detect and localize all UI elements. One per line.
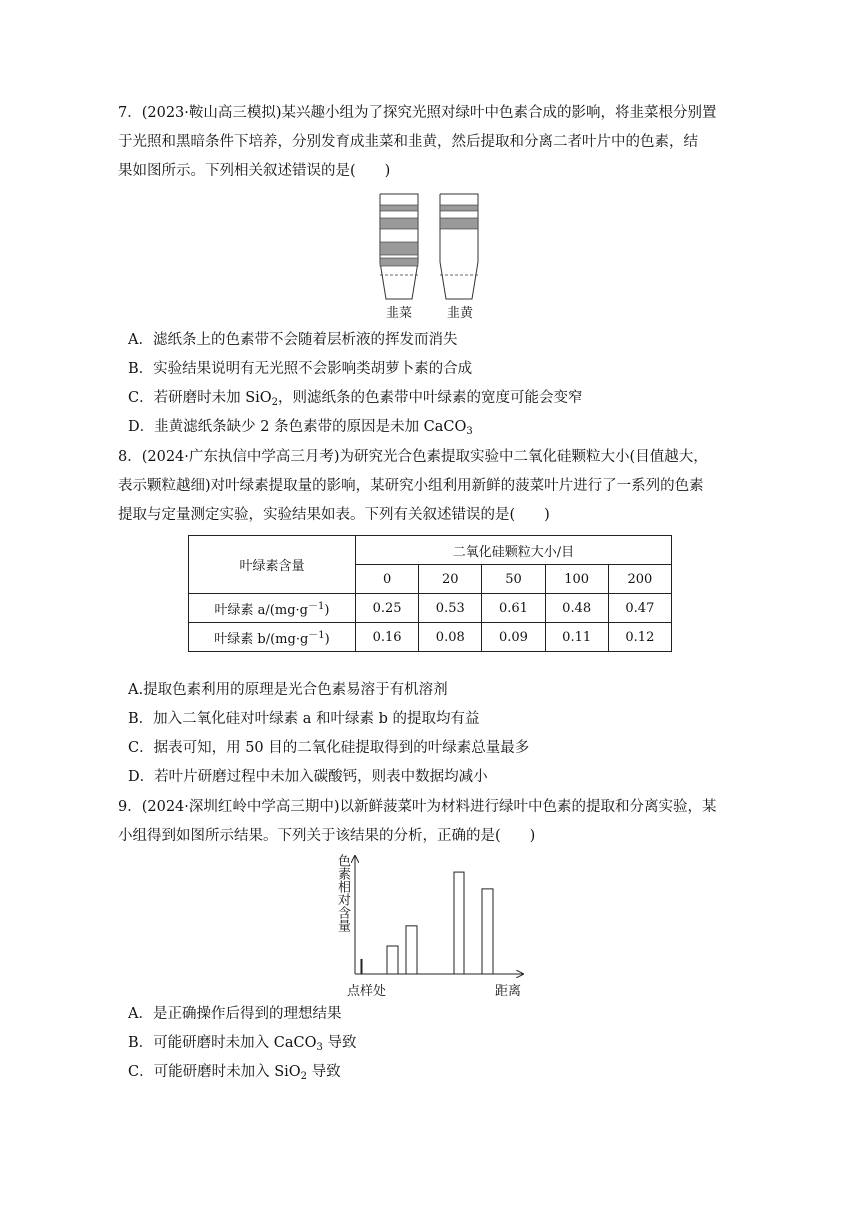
table-col-header: 20: [419, 565, 482, 594]
table-row: [189, 594, 672, 623]
q8-option-c[interactable]: C．据表可知，用 50 目的二氧化硅提取得到的叶绿素总量最多: [128, 740, 530, 756]
chlorophyll-table: [188, 535, 672, 652]
y-axis-label: 色素相对含量: [335, 854, 350, 932]
table-header-row: [189, 536, 672, 565]
row-label-chlorophyll-b: [189, 623, 356, 652]
table-cell: 0.09: [482, 623, 545, 652]
bar-chart-svg: [325, 850, 530, 980]
table-cell: 0.25: [356, 594, 419, 623]
band-4: [380, 258, 418, 266]
label-jiucai: 韭菜: [386, 306, 413, 321]
table-group-header: 二氧化硅颗粒大小/目: [356, 536, 672, 565]
table-cell: 0.12: [608, 623, 671, 652]
strip-jiucai: [380, 194, 418, 299]
table-col-header: 200: [608, 565, 671, 594]
q7-option-d-sub: 3: [466, 426, 473, 437]
chromatography-figure: [372, 192, 492, 321]
q8-stem-line-3: 提取与定量测定实验，实验结果如表。下列有关叙述错误的是( ): [118, 507, 550, 523]
q7-option-c-text: C．若研磨时未加 SiO: [128, 390, 272, 406]
q9-option-b-rest: 导致: [322, 1035, 357, 1051]
q9-stem-line-2: 小组得到如图所示结果。下列关于该结果的分析，正确的是( ): [118, 828, 536, 844]
row-label-chlorophyll-a: [189, 594, 356, 623]
q7-option-c[interactable]: [128, 388, 583, 408]
q8-option-d[interactable]: D．若叶片研磨过程中未加入碳酸钙，则表中数据均减小: [128, 769, 488, 785]
x-axis-end-label: 距离: [495, 984, 522, 999]
q9-option-c-sub: 2: [300, 1071, 308, 1082]
q9-option-a[interactable]: A．是正确操作后得到的理想结果: [128, 1006, 342, 1022]
band-3: [380, 242, 418, 255]
row-label-sup: －1: [308, 600, 325, 612]
pigment-bar-chart: [325, 850, 530, 999]
table-col-header: 50: [482, 565, 545, 594]
table-cell: 0.08: [419, 623, 482, 652]
band-2: [380, 218, 418, 229]
q7-option-c-sub: 2: [271, 397, 279, 408]
row-label-text: 叶绿素 b/(mg·g: [214, 631, 309, 647]
x-axis-origin-label: 点样处: [347, 984, 387, 999]
strip-jiuhuang: [440, 194, 478, 299]
q9-option-b-text: B．可能研磨时未加入 CaCO: [128, 1035, 317, 1051]
row-label-sup: －1: [308, 629, 325, 641]
table-cell: 0.48: [545, 594, 608, 623]
band-1: [440, 205, 478, 211]
table-cell: 0.47: [608, 594, 671, 623]
q7-stem-line-2: 于光照和黑暗条件下培养，分别发育成韭菜和韭黄，然后提取和分离二者叶片中的色素，结: [118, 134, 698, 150]
q7-option-a[interactable]: A．滤纸条上的色素带不会随着层析液的挥发而消失: [128, 332, 458, 348]
q7-option-b[interactable]: B．实验结果说明有无光照不会影响类胡萝卜素的合成: [128, 361, 473, 377]
table-cell: 0.53: [419, 594, 482, 623]
pigment-bar-5: [482, 889, 493, 974]
q8-stem-line-2: 表示颗粒越细)对叶绿素提取量的影响，某研究小组利用新鲜的菠菜叶片进行了一系列的色素: [118, 478, 704, 494]
q7-stem-line-3: 果如图所示。下列相关叙述错误的是( ): [118, 163, 391, 179]
table-col-header: 0: [356, 565, 419, 594]
q8-option-a[interactable]: A.提取色素利用的原理是光合色素易溶于有机溶剂: [128, 682, 448, 698]
row-label-text: 叶绿素 a/(mg·g: [214, 602, 308, 618]
pigment-bar-2: [387, 946, 398, 974]
filter-paper-strips: [372, 192, 492, 302]
table-cell: 0.11: [545, 623, 608, 652]
pigment-bar-1: [361, 959, 362, 974]
table-row: [189, 623, 672, 652]
band-1: [380, 205, 418, 211]
label-jiuhuang: 韭黄: [447, 306, 474, 321]
q7-option-d-text: D．韭黄滤纸条缺少 2 条色素带的原因是未加 CaCO: [128, 419, 467, 435]
q7-option-d[interactable]: [128, 417, 473, 437]
q7-stem-line-1: 7．(2023·鞍山高三模拟)某兴趣小组为了探究光照对绿叶中色素合成的影响，将韭菜根分别置: [118, 105, 717, 121]
q9-stem-line-1: 9．(2024·深圳红岭中学高三期中)以新鲜菠菜叶为材料进行绿叶中色素的提取和分离实验，某: [118, 799, 717, 815]
q9-option-b-sub: 3: [316, 1042, 323, 1053]
pigment-bar-3: [406, 926, 417, 974]
table-cell: 0.16: [356, 623, 419, 652]
q8-stem-line-1: 8．(2024·广东执信中学高三月考)为研究光合色素提取实验中二氧化硅颗粒大小(目值越大，: [118, 449, 708, 465]
row-label-tail: ): [324, 602, 330, 618]
pigment-bar-4: [454, 872, 464, 974]
table-corner-header: 叶绿素含量: [189, 536, 356, 594]
q9-option-c[interactable]: [128, 1062, 341, 1082]
q9-option-c-text: C．可能研磨时未加入 SiO: [128, 1064, 301, 1080]
q9-option-c-rest: 导致: [307, 1064, 341, 1080]
table-cell: 0.61: [482, 594, 545, 623]
row-label-tail: ): [324, 631, 330, 647]
band-2: [440, 218, 478, 229]
q7-option-c-rest: ，则滤纸条的色素带中叶绿素的宽度可能会变窄: [278, 390, 583, 406]
q9-option-b[interactable]: [128, 1033, 356, 1053]
q8-option-b[interactable]: B．加入二氧化硅对叶绿素 a 和叶绿素 b 的提取均有益: [128, 711, 480, 727]
table-col-header: 100: [545, 565, 608, 594]
